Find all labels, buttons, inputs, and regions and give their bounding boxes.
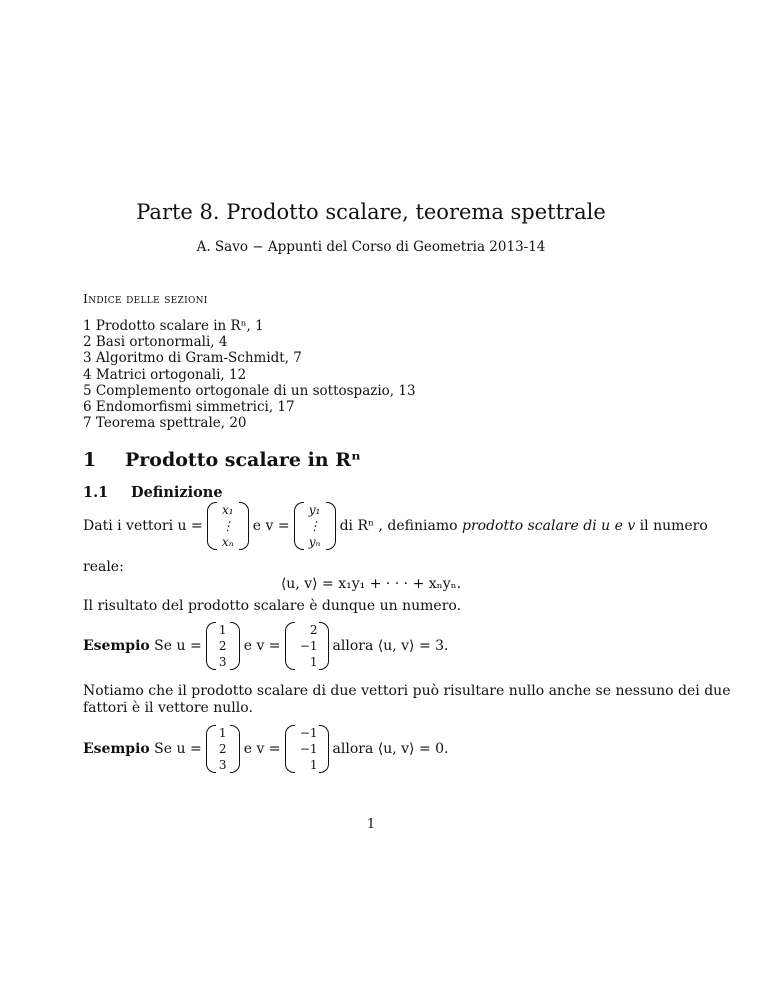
vector-entry: 3	[218, 655, 227, 669]
example-label: Esempio Se u =	[83, 741, 202, 757]
example-middle: e v =	[243, 741, 281, 757]
vector-entry: 2	[309, 623, 318, 637]
toc-item: 5 Complemento ortogonale di un sottospazio, 13	[83, 382, 416, 399]
example-result: allora ⟨u, v⟩ = 0.	[332, 741, 449, 757]
definition-prefix: Dati i vettori u =	[83, 518, 203, 534]
scalar-product-formula: ⟨u, v⟩ = x₁y₁ + · · · + xₙyₙ.	[280, 576, 462, 592]
vector-entry: xₙ	[221, 535, 234, 549]
paper-title: Parte 8. Prodotto scalare, teorema spettrale	[136, 200, 606, 224]
result-sentence: Il risultato del prodotto scalare è dunque un numero.	[83, 598, 462, 614]
vector-entry: 1	[218, 623, 227, 637]
toc-item: 2 Basi ortonormali, 4	[83, 334, 228, 351]
example-result: allora ⟨u, v⟩ = 3.	[332, 638, 449, 654]
vector-entry: x₁	[221, 503, 234, 517]
toc-heading: Indice delle sezioni	[83, 291, 208, 306]
toc-item: 6 Endomorfismi simmetrici, 17	[83, 399, 295, 416]
vector-entry: −1	[299, 726, 318, 740]
vector-entry: 2	[218, 639, 227, 653]
subsection-heading	[83, 484, 223, 501]
vector-v	[294, 502, 336, 550]
paper-subtitle: A. Savo − Appunti del Corso di Geometria 2013-14	[196, 239, 546, 255]
example-middle: e v =	[243, 638, 281, 654]
subsection-title: Definizione	[131, 484, 223, 501]
vector-v	[285, 725, 329, 773]
vector-entry: −1	[299, 742, 318, 756]
note-paragraph: Notiamo che il prodotto scalare di due vettori può risultare nullo anche se nessuno dei due fattori è il vettore nullo.	[83, 683, 731, 716]
toc-item: 3 Algoritmo di Gram-Schmidt, 7	[83, 350, 302, 367]
vector-entry: −1	[299, 639, 318, 653]
section-heading	[83, 449, 361, 471]
vector-entry: 2	[218, 742, 227, 756]
vector-u	[206, 725, 240, 773]
vector-entry: 1	[309, 758, 318, 772]
definition-suffix: di Rⁿ , definiamo prodotto scalare di u e v il numero	[339, 518, 708, 534]
page-number: 1	[366, 817, 376, 832]
table-of-contents	[83, 318, 416, 431]
vector-entry: 1	[218, 726, 227, 740]
vector-u	[207, 502, 249, 550]
vector-entry: 3	[218, 758, 227, 772]
example-1	[83, 622, 449, 670]
vector-entry: yₙ	[308, 535, 321, 549]
section-title: Prodotto scalare in Rⁿ	[125, 449, 361, 471]
example-label: Esempio Se u =	[83, 638, 202, 654]
vector-v	[285, 622, 329, 670]
vector-entry: ⋮	[308, 519, 321, 533]
vector-u	[206, 622, 240, 670]
toc-item: 7 Teorema spettrale, 20	[83, 415, 247, 432]
definition-row	[83, 502, 708, 550]
vector-entry: ⋮	[221, 519, 234, 533]
subsection-number: 1.1	[83, 484, 109, 501]
section-number: 1	[83, 449, 97, 471]
toc-item: 1 Prodotto scalare in Rⁿ, 1	[83, 318, 264, 334]
vector-entry: 1	[309, 655, 318, 669]
example-2	[83, 725, 449, 773]
toc-item: 4 Matrici ortogonali, 12	[83, 366, 247, 383]
definition-middle: e v =	[252, 518, 290, 534]
vector-entry: y₁	[308, 503, 321, 517]
definition-line2: reale:	[83, 559, 124, 575]
